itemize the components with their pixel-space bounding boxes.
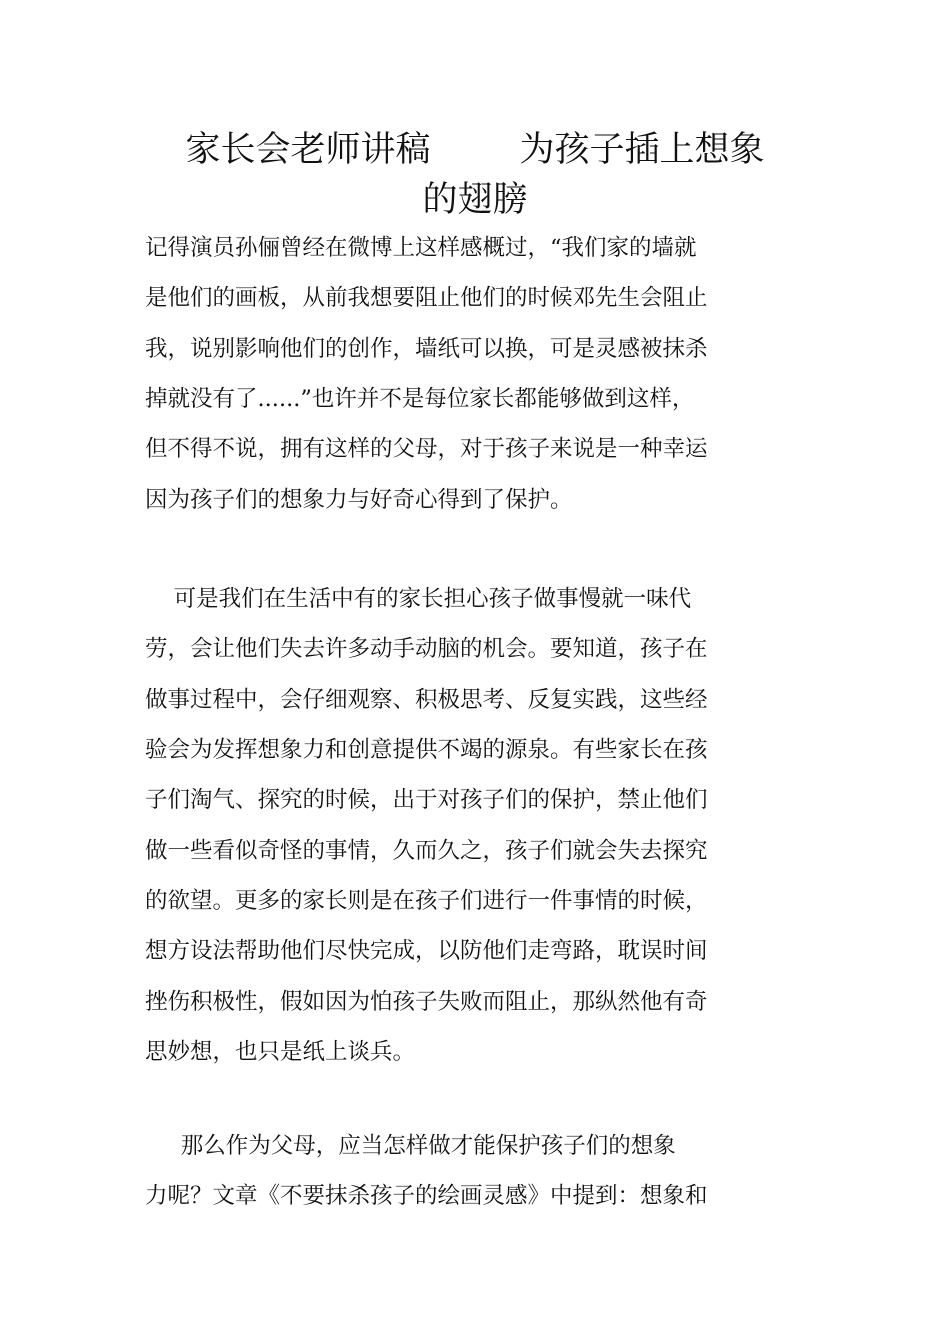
text-line: 思妙想，也只是纸上谈兵。 [145, 1039, 416, 1065]
text-line: 记得演员孙俪曾经在微博上这样感概过，“我们家的墙就 [145, 235, 697, 261]
text-line: 我，说别影响他们的创作，墙纸可以换，可是灵感被抹杀 [145, 336, 708, 362]
text-line: 挫伤积极性，假如因为怕孩子失败而阻止，那纵然他有奇 [145, 989, 708, 1015]
text-line: 力呢？文章《不要抹杀孩子的绘画灵感》中提到：想象和 [145, 1183, 708, 1209]
text-line: 做事过程中，会仔细观察、积极思考、反复实践，这些经 [145, 687, 708, 713]
text-line: 劳，会让他们失去许多动手动脑的机会。要知道，孩子在 [145, 636, 708, 662]
text-line: 可是我们在生活中有的家长担心孩子做事慢就一味代 [145, 586, 692, 612]
text-line: 的欲望。更多的家长则是在孩子们进行一件事情的时候， [145, 888, 708, 914]
text-line: 那么作为父母，应当怎样做才能保护孩子们的想象 [145, 1133, 676, 1159]
text-line: 想方设法帮助他们尽快完成，以防他们走弯路，耽误时间 [145, 938, 708, 964]
text-line: 子们淘气、探究的时候，出于对孩子们的保护，禁止他们 [145, 787, 708, 813]
text-line: 是他们的画板，从前我想要阻止他们的时候邓先生会阻止 [145, 285, 708, 311]
document-title-line-2: 的翅膀 [422, 180, 528, 220]
text-line: 做一些看似奇怪的事情，久而久之，孩子们就会失去探究 [145, 838, 708, 864]
text-line: 因为孩子们的想象力与好奇心得到了保护。 [145, 487, 573, 513]
text-line: 验会为发挥想象力和创意提供不竭的源泉。有些家长在孩 [145, 737, 708, 763]
text-line: 掉就没有了......”也许并不是每位家长都能够做到这样， [145, 386, 695, 412]
text-line: 但不得不说，拥有这样的父母，对于孩子来说是一种幸运 [145, 436, 708, 462]
document-title-line-1: 家长会老师讲稿 为孩子插上想象 [185, 130, 765, 170]
